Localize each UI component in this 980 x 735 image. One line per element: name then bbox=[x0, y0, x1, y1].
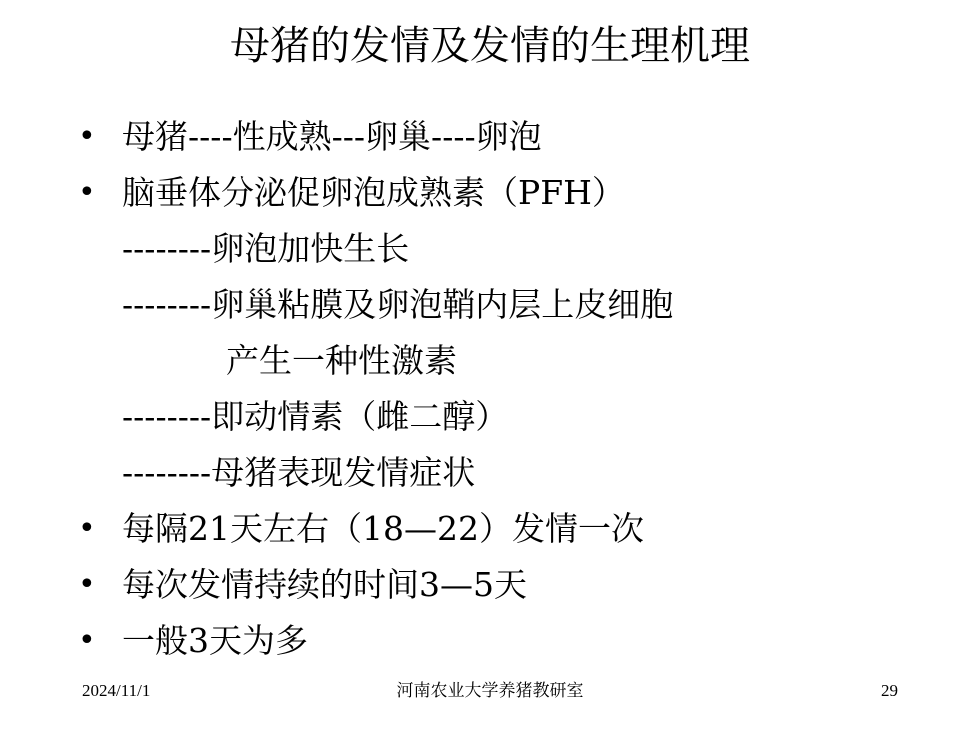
sub-line-text: 产生一种性激素 bbox=[226, 341, 457, 380]
footer-date: 2024/11/1 bbox=[82, 681, 151, 700]
sub-line-text: --------卵泡加快生长 bbox=[122, 229, 410, 268]
bullet-item bbox=[78, 165, 958, 221]
bullet-text: 每次发情持续的时间3—5天 bbox=[122, 565, 527, 604]
bullet-text: 脑垂体分泌促卵泡成熟素（PFH） bbox=[122, 173, 625, 212]
sub-line bbox=[78, 277, 958, 333]
page-number: 29 bbox=[881, 681, 898, 700]
bullet-icon: • bbox=[78, 119, 96, 154]
bullet-text: 一般3天为多 bbox=[122, 621, 308, 660]
footer-organization: 河南农业大学养猪教研室 bbox=[396, 681, 584, 700]
bullet-text: 母猪----性成熟---卵巢----卵泡 bbox=[122, 117, 542, 156]
bullet-item bbox=[78, 109, 958, 165]
sub-line bbox=[78, 221, 958, 277]
sub-line bbox=[78, 445, 958, 501]
bullet-text: 每隔21天左右（18—22）发情一次 bbox=[122, 509, 644, 548]
bullet-icon: • bbox=[78, 511, 96, 546]
bullet-item bbox=[78, 613, 958, 669]
sub-line-text: --------卵巢粘膜及卵泡鞘内层上皮细胞 bbox=[122, 285, 674, 324]
bullet-item bbox=[78, 557, 958, 613]
sub-line-continuation bbox=[78, 333, 958, 389]
sub-line-text: --------母猪表现发情症状 bbox=[122, 453, 476, 492]
bullet-item bbox=[78, 501, 958, 557]
sub-line bbox=[78, 389, 958, 445]
slide-title: 母猪的发情及发情的生理机理 bbox=[230, 23, 750, 69]
sub-line-text: --------即动情素（雌二醇） bbox=[122, 397, 509, 436]
bullet-icon: • bbox=[78, 175, 96, 210]
bullet-icon: • bbox=[78, 567, 96, 602]
slide-body bbox=[78, 109, 958, 669]
bullet-icon: • bbox=[78, 623, 96, 658]
